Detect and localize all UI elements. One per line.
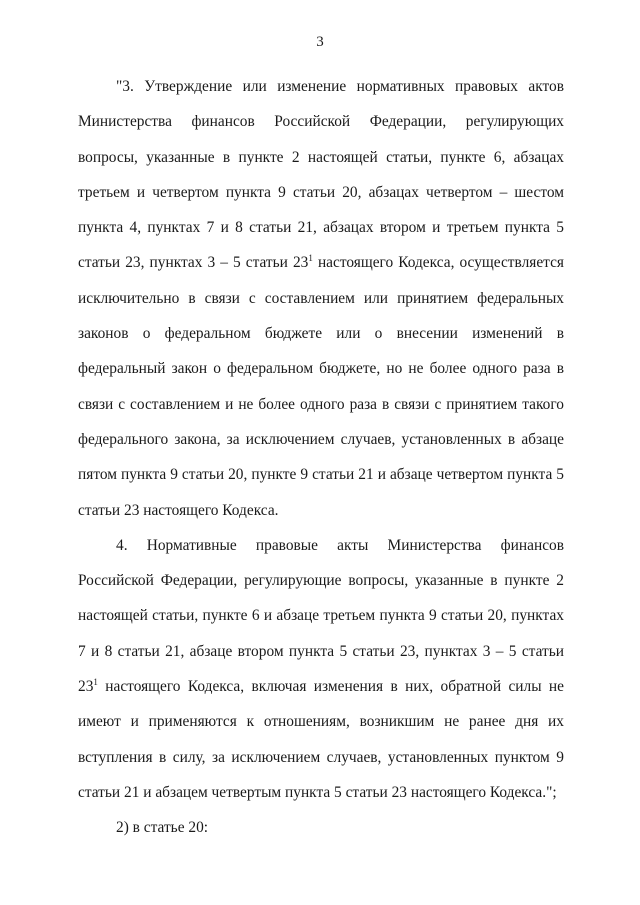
paragraph-text: "3. Утверждение или изменение нормативных правовых актов Министерства финансов Российской Федерации, регулирующих вопросы, указанные в пункте 2 настоящей статьи, пункте 6, абзацах третьем и четвертом пункта 9 статьи 20, абзацах четвертом – шестом пункта 4, пунктах 7 и 8 статьи 21, абзацах втором и третьем пункта 5 статьи 23, пунктах 3 – 5 статьи 23 bbox=[78, 78, 564, 272]
superscript: 1 bbox=[93, 677, 98, 688]
paragraph-item-article-20 bbox=[78, 810, 564, 845]
paragraph-text: настоящего Кодекса, включая изменения в них, обратной силы не имеют и применяются к отношениям, возникшим не ранее дня их вступления в силу, за исключением случаев, установленных пунктом 9 статьи 21 и абзацем четвертым пункта 5 статьи 23 настоящего Кодекса."; bbox=[78, 678, 564, 801]
paragraph-item-4 bbox=[78, 528, 564, 810]
page-number: 3 bbox=[316, 34, 324, 50]
paragraph-text: 4. Нормативные правовые акты Министерства финансов Российской Федерации, регулирующие вопросы, указанные в пункте 2 настоящей статьи, пункте 6 и абзаце третьем пункта 9 статьи 20, пунктах 7 и 8 статьи 21, абзаце втором пункта 5 статьи 23, пунктах 3 – 5 статьи 23 bbox=[78, 536, 564, 696]
paragraph-text: 2) в статье 20: bbox=[116, 819, 209, 837]
paragraph-item-3 bbox=[78, 69, 564, 528]
paragraph-text: настоящего Кодекса, осуществляется исключительно в связи с составлением или принятием федеральных законов о федеральном бюджете или о внесении изменений в федеральный закон о федеральном бюджете, но не более одного раза в связи с составлением и не более одного раза в связи с принятием такого федерального закона, за исключением случаев, установленных в абзаце пятом пункта 9 статьи 20, пункте 9 статьи 21 и абзаце четвертом пункта 5 статьи 23 настоящего Кодекса. bbox=[78, 254, 564, 519]
document-body bbox=[78, 69, 564, 846]
superscript: 1 bbox=[308, 253, 313, 264]
